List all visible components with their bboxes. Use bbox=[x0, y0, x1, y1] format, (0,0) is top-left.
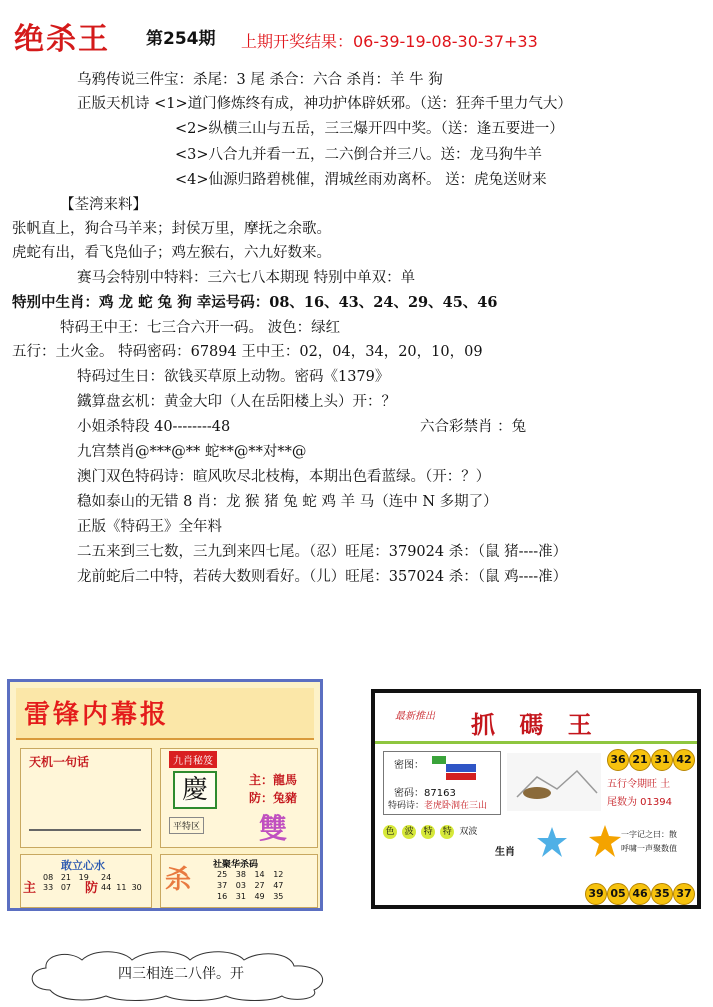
text-line: 六合彩禁肖 ：兔 bbox=[420, 419, 527, 435]
shuangbo-label: 双波 bbox=[459, 827, 478, 837]
xinshui-box bbox=[20, 854, 152, 908]
grid-num: 25 bbox=[217, 870, 228, 879]
xinshui-label: 敢立心水 bbox=[61, 859, 105, 872]
number-ball: 39 bbox=[585, 883, 607, 905]
text-line: 特码过生日：欲钱买草原上动物。密码《1379》 bbox=[77, 369, 390, 385]
pingte-label: 平特区 bbox=[169, 817, 204, 834]
cloud-text: 四三相连二八伴。开 bbox=[118, 966, 244, 982]
code-value: 87163 bbox=[424, 788, 456, 799]
text-line: 稳如泰山的无错 8 肖：龙 猴 猪 兔 蛇 鸡 羊 马（连中 N 多期了） bbox=[77, 494, 498, 510]
grid-num: 24 bbox=[101, 873, 112, 882]
number-ball: 37 bbox=[673, 883, 695, 905]
panel-subtitle: 最新推出 bbox=[395, 711, 435, 722]
grid-num: 37 bbox=[217, 881, 228, 890]
text-line: 正版天机诗 <1>道门修炼终有成，神功护体辟妖邪。（送：狂奔千里力气大） bbox=[77, 96, 572, 112]
cloud-bubble bbox=[20, 946, 340, 1002]
color-badges bbox=[383, 819, 477, 839]
sha-char: 杀 bbox=[165, 865, 192, 895]
grid-num: 12 bbox=[273, 870, 284, 879]
yizi-text: 一字记之曰：散 bbox=[621, 830, 677, 839]
tema-label: 特码诗： bbox=[388, 801, 425, 811]
fang2-label: 防 bbox=[85, 881, 99, 896]
grid-num: 33 bbox=[43, 883, 54, 892]
grid-num: 03 bbox=[235, 881, 246, 890]
text-line: 赛马会特别中特料：三六七八本期现 特别中单双：单 bbox=[77, 270, 416, 286]
right-grid bbox=[217, 869, 283, 902]
number-ball: 21 bbox=[629, 749, 651, 771]
number-ball: 35 bbox=[651, 883, 673, 905]
grid-num: 38 bbox=[235, 870, 246, 879]
tema-value: 老虎卧洞在三山 bbox=[424, 801, 488, 811]
text-line: 乌鸦传说三件宝：杀尾：3 尾 杀合：六合 杀肖：羊 牛 狗 bbox=[77, 72, 443, 88]
page-title: 绝杀王 bbox=[14, 22, 110, 57]
shama-label: 社聚华杀码 bbox=[213, 860, 259, 870]
mima-box bbox=[383, 751, 501, 815]
text-line: 九宫禁肖@***@** 蛇**@**对**@ bbox=[77, 444, 307, 460]
panel-header bbox=[16, 688, 314, 740]
text-line: 张帆直上，狗合马羊来；封侯万里，摩抚之余歌。 bbox=[12, 221, 331, 237]
sun-icon bbox=[589, 825, 621, 857]
grid-num: 08 bbox=[43, 873, 54, 882]
panel-title: 抓 碼 王 bbox=[471, 711, 600, 739]
number-ball: 31 bbox=[651, 749, 673, 771]
color-badge: 特 bbox=[440, 825, 454, 839]
grid-num: 14 bbox=[254, 870, 265, 879]
weishu-text: 尾数为 01394 bbox=[607, 797, 672, 808]
text-line: 正版《特码王》全年料 bbox=[77, 519, 222, 535]
grid-num: 16 bbox=[217, 892, 228, 901]
grid-num: 30 bbox=[131, 883, 142, 892]
grid-num: 21 bbox=[60, 873, 72, 882]
color-badge: 波 bbox=[402, 825, 416, 839]
horse-icon bbox=[507, 753, 601, 811]
number-ball: 42 bbox=[673, 749, 695, 771]
left-grid bbox=[43, 873, 89, 893]
shama-box bbox=[160, 854, 318, 908]
green-divider bbox=[375, 741, 697, 744]
mixiao-box bbox=[160, 748, 318, 848]
grid-num: 07 bbox=[60, 883, 72, 892]
issue-number: 第254期 bbox=[146, 29, 216, 49]
grid-num: 19 bbox=[78, 873, 89, 882]
shuang-char: 雙 bbox=[259, 812, 288, 845]
sheep-icon bbox=[537, 827, 567, 857]
divider bbox=[29, 829, 141, 831]
text-line: 鐵算盘玄机：黄金大印（人在岳阳楼上头）开：？ bbox=[77, 394, 396, 410]
qing-char: 慶 bbox=[173, 771, 217, 809]
text-line: 特别中生肖：鸡 龙 蛇 兔 狗 幸运号码：08、16、43、24、29、45、46 bbox=[12, 294, 498, 311]
grid-num: 27 bbox=[254, 881, 265, 890]
text-line: 龙前蛇后二中特，若砖大数则看好。（儿）旺尾：357024 杀：（鼠 鸡----准） bbox=[77, 569, 568, 585]
text-line: 特码王中王：七三合六开一码。 波色：绿红 bbox=[60, 320, 341, 336]
panel-title: 雷锋内幕报 bbox=[24, 700, 170, 730]
color-badge: 色 bbox=[383, 825, 397, 839]
text-line: <2>纵横三山与五岳，三三爆开四中奖。（送：逢五要进一） bbox=[175, 121, 564, 137]
wuxing-text: 五行令期旺 土 bbox=[607, 779, 671, 790]
zhuamawang-panel bbox=[371, 689, 701, 909]
text-line: 澳门双色特码诗：暄风吹尽北枝梅，本期出色看蓝绿。（开：？） bbox=[77, 469, 491, 485]
horse-picture bbox=[507, 753, 601, 811]
zhu-text: 主：龍馬 bbox=[249, 773, 298, 787]
huhu-text: 呼啸一声聚数值 bbox=[621, 844, 677, 853]
color-badge: 特 bbox=[421, 825, 435, 839]
left-grid-2 bbox=[101, 873, 142, 893]
text-line: <4>仙源归路碧桃催，渭城丝雨劝离杯。 送：虎兔送财来 bbox=[175, 172, 547, 188]
mixiao-label: 九肖秘笈 bbox=[169, 751, 217, 768]
tianji-label: 天机一句话 bbox=[29, 755, 90, 769]
number-ball: 46 bbox=[629, 883, 651, 905]
tianji-box bbox=[20, 748, 152, 848]
text-line: 五行：土火金。 特码密码：67894 王中王：02，04，34，20，10，09 bbox=[12, 344, 483, 360]
zhu2-label: 主 bbox=[23, 881, 37, 896]
leifeng-panel bbox=[7, 679, 323, 911]
mima-label: 密图： bbox=[394, 760, 424, 771]
text-line: 小姐杀特段 40--------48 bbox=[77, 419, 231, 435]
code-label: 密码： bbox=[394, 788, 424, 799]
mima-icon bbox=[432, 756, 478, 782]
grid-num: 44 bbox=[101, 883, 112, 892]
number-ball: 05 bbox=[607, 883, 629, 905]
text-line: <3>八合九并看一五，二六倒合并三八。送：龙马狗牛羊 bbox=[175, 147, 543, 163]
grid-num: 35 bbox=[273, 892, 284, 901]
grid-num: 11 bbox=[116, 883, 127, 892]
text-line: 【荃湾来料】 bbox=[60, 197, 147, 213]
shengxiao-label: 生肖 bbox=[495, 847, 515, 858]
text-line: 虎蛇有出，看飞凫仙子；鸡左猴右，六九好数来。 bbox=[12, 245, 331, 261]
last-result: 上期开奖结果：06-39-19-08-30-37+33 bbox=[241, 32, 538, 51]
grid-num: 31 bbox=[235, 892, 246, 901]
number-ball: 36 bbox=[607, 749, 629, 771]
grid-num: 49 bbox=[254, 892, 265, 901]
text-line: 二五来到三七数，三九到来四七尾。（忍）旺尾：379024 杀：（鼠 猪----准） bbox=[77, 544, 568, 560]
fang-text: 防：兔豬 bbox=[249, 791, 298, 805]
grid-num: 47 bbox=[273, 881, 284, 890]
